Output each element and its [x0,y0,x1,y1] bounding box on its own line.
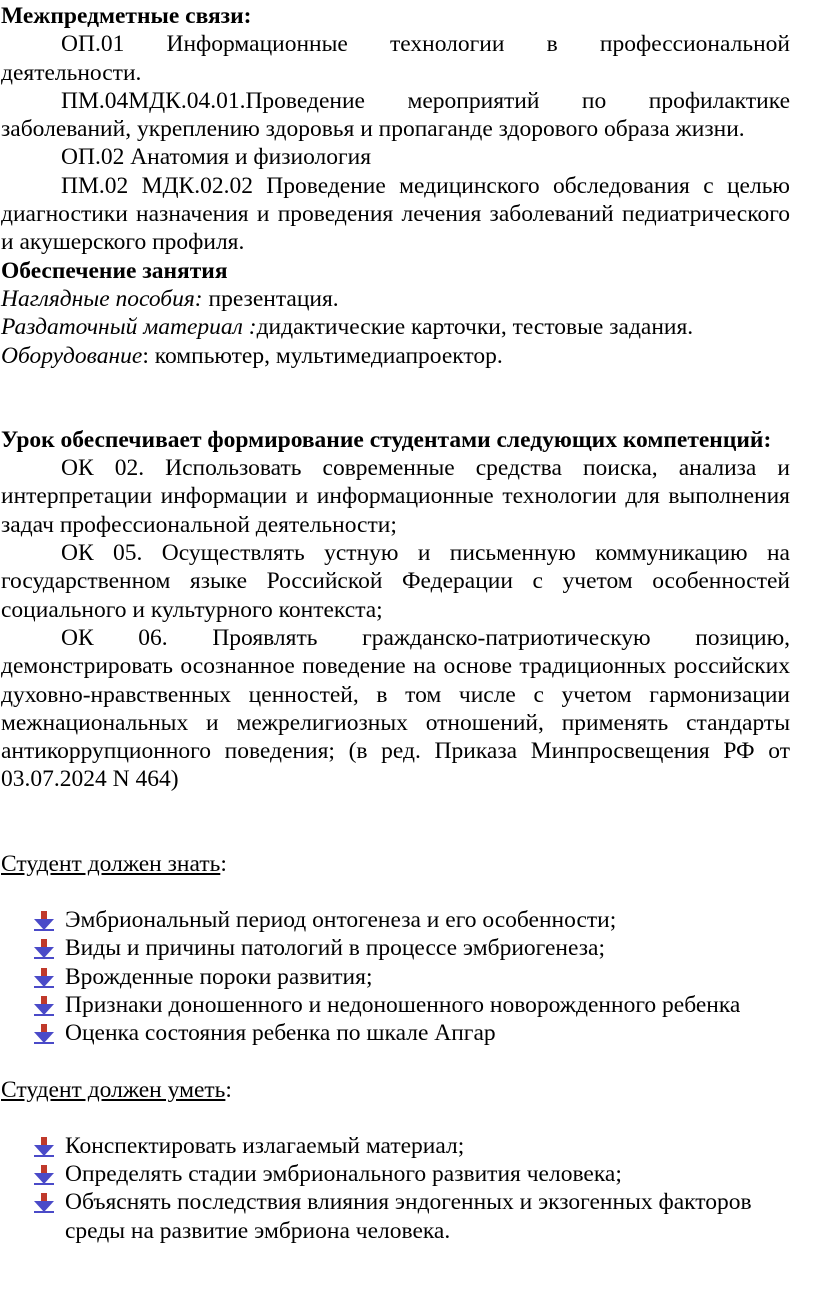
list-item: Определять стадии эмбрионального развития человека; [33,1160,790,1188]
spacer [1,1104,790,1132]
know-heading: Студент должен знать [1,850,221,877]
know-heading-line [1,850,790,878]
support-equipment [1,342,790,370]
spacer [1,878,790,906]
know-list [1,906,790,1047]
list-item: Оценка состояния ребенка по шкале Апгар [33,1019,790,1047]
arrow-down-bullet-icon [33,968,55,988]
support-handout [1,313,790,341]
arrow-down-bullet-icon [33,1137,55,1157]
spacer [1,370,790,426]
competency-item: ОК 02. Использовать современные средства поиска, анализа и интерпретации информации и информационные технологии для выполнения задач профессиональной деятельности; [1,455,790,538]
able-heading-line [1,1076,790,1104]
arrow-down-bullet-icon [33,1024,55,1044]
arrow-down-bullet-icon [33,1165,55,1185]
support-visual [1,285,790,313]
support-handout-label: Раздаточный материал : [1,314,257,341]
competency-item: ОК 05. Осуществлять устную и письменную коммуникацию на государственном языке Российской Федерации с учетом особенностей социального и культурного контекста; [1,540,790,623]
support-equipment-value: : компьютер, мультимедиапроектор. [142,342,503,369]
able-list [1,1132,790,1245]
able-heading: Студент должен уметь [1,1076,226,1103]
competencies-heading: Урок обеспечивает формирование студентами следующих компетенций: [1,426,772,453]
spacer [1,794,790,850]
arrow-down-bullet-icon [33,1193,55,1213]
link-item: ПМ.04МДК.04.01.Проведение мероприятий по профилактике заболеваний, укреплению здоровья и пропаганде здорового образа жизни. [1,87,790,143]
links-heading: Межпредметные связи: [1,3,252,29]
list-item: Объяснять последствия влияния эндогенных и экзогенных факторов среды на развитие эмбриона человека. [33,1188,790,1245]
arrow-down-bullet-icon [33,996,55,1016]
know-heading-suffix: : [220,850,227,877]
support-equipment-label: Оборудование [1,342,143,369]
list-item: Виды и причины патологий в процессе эмбриогенеза; [33,934,790,962]
list-item: Конспектировать излагаемый материал; [33,1132,790,1160]
arrow-down-bullet-icon [33,911,55,931]
competency-item: ОК 06. Проявлять гражданско-патриотическую позицию, демонстрировать осознанное поведение на основе традиционных российских духовно-нравственных ценностей, в том числе с учетом гармонизации межнациональных и межрелигиозных отношений, применять стандарты антикоррупционного поведения; (в ред. Приказа Минпросвещения РФ от 03.07.2024 N 464) [1,624,790,793]
link-item: ПМ.02 МДК.02.02 Проведение медицинского обследования с целью диагностики назначения и проведения лечения заболеваний педиатрического и акушерского профиля. [1,172,790,256]
link-item: ОП.02 Анатомия и физиология [61,144,372,171]
support-heading: Обеспечение занятия [1,257,228,284]
able-heading-suffix: : [225,1076,232,1103]
support-visual-value: презентация. [202,285,339,312]
list-item: Признаки доношенного и недоношенного новорожденного ребенка [33,991,790,1019]
list-item: Эмбриональный период онтогенеза и его особенности; [33,906,790,934]
link-item: ОП.01 Информационные технологии в профессиональной деятельности. [1,31,790,86]
arrow-down-bullet-icon [33,939,55,959]
spacer [1,1048,790,1076]
list-item: Врожденные пороки развития; [33,963,790,991]
support-visual-label: Наглядные пособия: [1,285,203,312]
support-handout-value: дидактические карточки, тестовые задания. [256,314,694,341]
